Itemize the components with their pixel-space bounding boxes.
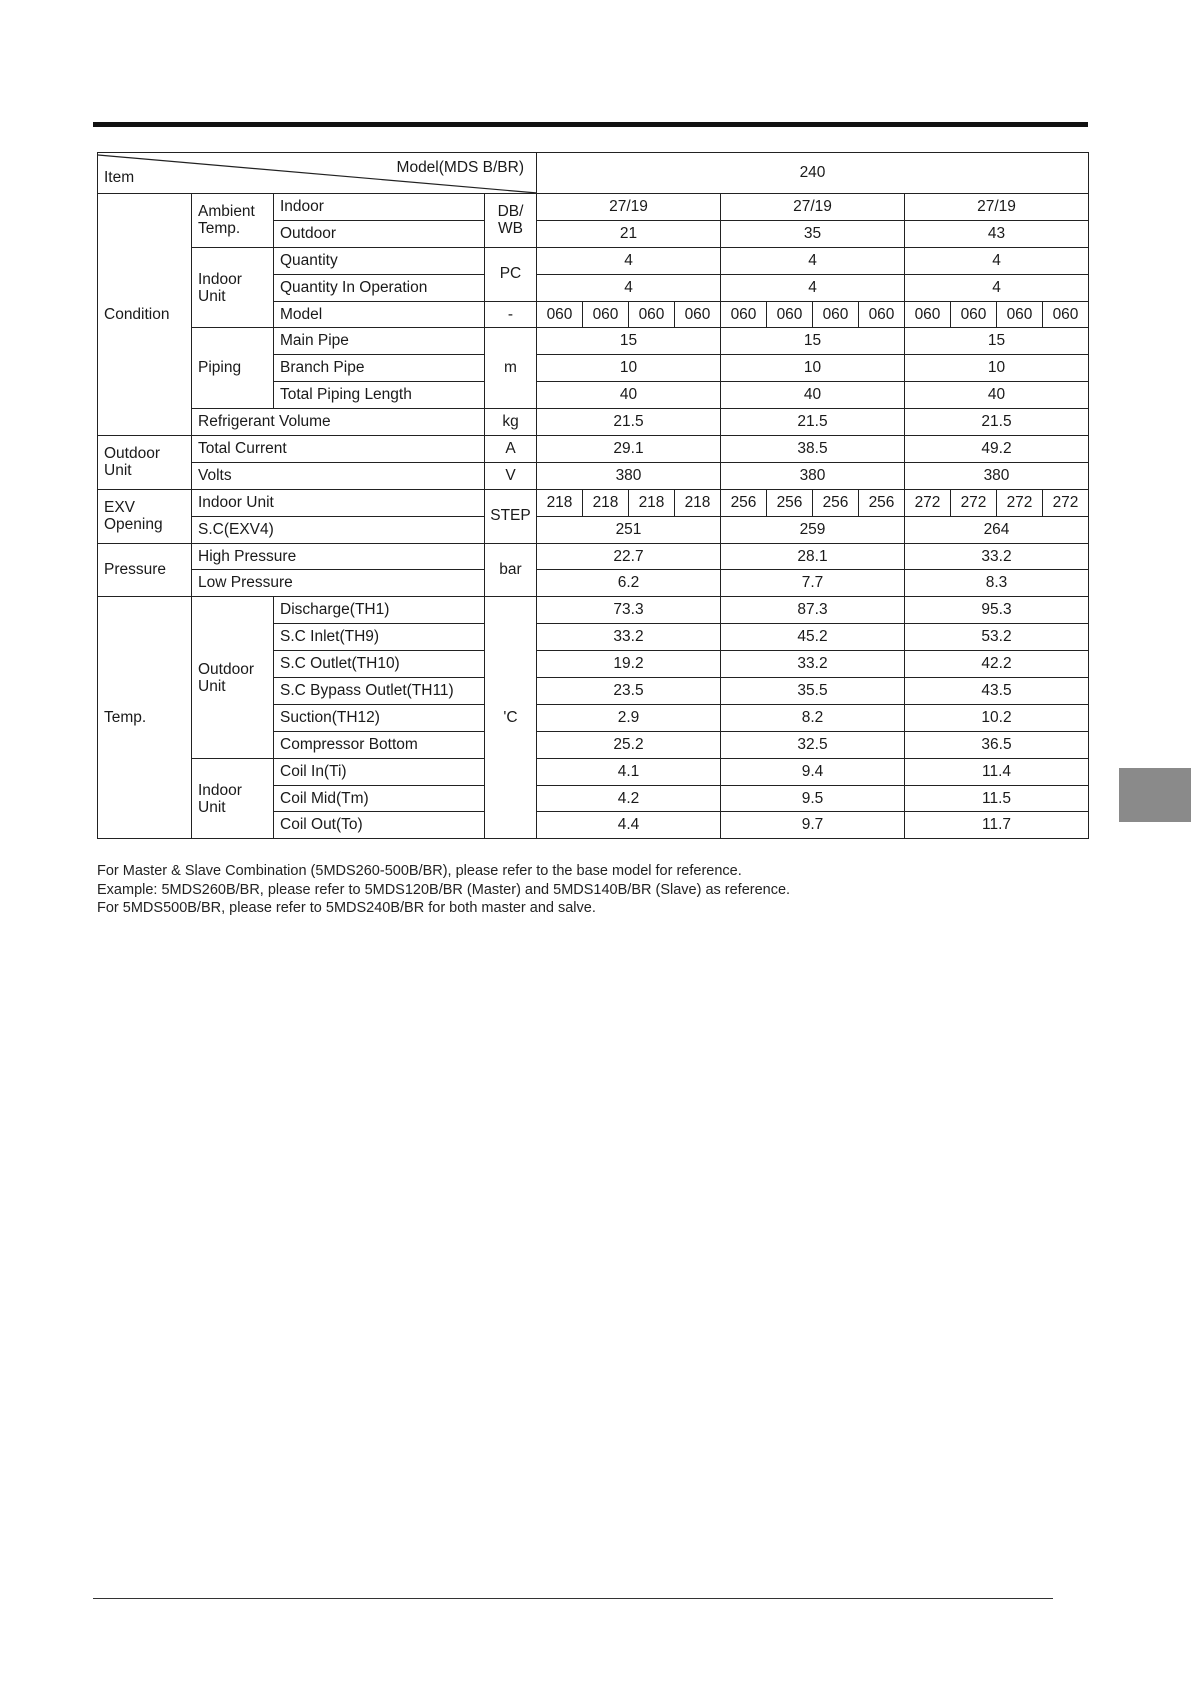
unit-kg: kg xyxy=(485,409,537,436)
group-pressure: Pressure xyxy=(98,543,192,597)
cell: 15 xyxy=(905,328,1089,355)
row-label: Total Current xyxy=(192,436,485,463)
header-row xyxy=(98,153,1089,194)
cell: 218 xyxy=(537,489,583,516)
cell: 060 xyxy=(813,301,859,328)
cell: 21.5 xyxy=(537,409,721,436)
cell: 6.2 xyxy=(537,570,721,597)
cell: 4 xyxy=(905,247,1089,274)
cell: 272 xyxy=(951,489,997,516)
cell: 060 xyxy=(675,301,721,328)
row-label: Coil In(Ti) xyxy=(274,758,485,785)
row-label: S.C Bypass Outlet(TH11) xyxy=(274,678,485,705)
row-label: Refrigerant Volume xyxy=(192,409,485,436)
note-line: Example: 5MDS260B/BR, please refer to 5MDS120B/BR (Master) and 5MDS140B/BR (Slave) as reference. xyxy=(97,881,791,898)
cell: 42.2 xyxy=(905,651,1089,678)
cell: 35 xyxy=(721,220,905,247)
row-label: Model xyxy=(274,301,485,328)
cell: 28.1 xyxy=(721,543,905,570)
row-quantity xyxy=(98,247,1089,274)
cell: 9.5 xyxy=(721,785,905,812)
unit-bar: bar xyxy=(485,543,537,597)
cell: 264 xyxy=(905,516,1089,543)
cell: 10.2 xyxy=(905,704,1089,731)
cell: 27/19 xyxy=(905,194,1089,221)
cell: 43.5 xyxy=(905,678,1089,705)
row-exv-indoor xyxy=(98,489,1089,516)
row-label: S.C Inlet(TH9) xyxy=(274,624,485,651)
row-label: S.C Outlet(TH10) xyxy=(274,651,485,678)
cell: 060 xyxy=(721,301,767,328)
cell: 259 xyxy=(721,516,905,543)
group-indoor-unit: Indoor Unit xyxy=(192,247,274,328)
cell: 27/19 xyxy=(721,194,905,221)
header-model-label: Model(MDS B/BR) xyxy=(396,159,524,176)
row-label: Discharge(TH1) xyxy=(274,597,485,624)
cell: 43 xyxy=(905,220,1089,247)
cell: 33.2 xyxy=(537,624,721,651)
cell: 40 xyxy=(721,382,905,409)
top-rule xyxy=(93,122,1088,127)
cell: 2.9 xyxy=(537,704,721,731)
unit-degc: 'C xyxy=(485,597,537,839)
row-label: Suction(TH12) xyxy=(274,704,485,731)
cell: 8.2 xyxy=(721,704,905,731)
cell: 060 xyxy=(583,301,629,328)
cell: 15 xyxy=(721,328,905,355)
cell: 73.3 xyxy=(537,597,721,624)
cell: 10 xyxy=(721,355,905,382)
cell: 19.2 xyxy=(537,651,721,678)
row-label: High Pressure xyxy=(192,543,485,570)
cell: 87.3 xyxy=(721,597,905,624)
cell: 060 xyxy=(537,301,583,328)
spec-table xyxy=(97,152,1089,839)
row-volts xyxy=(98,462,1089,489)
cell: 32.5 xyxy=(721,731,905,758)
cell: 4.4 xyxy=(537,812,721,839)
row-label: Low Pressure xyxy=(192,570,485,597)
cell: 218 xyxy=(583,489,629,516)
row-total-current xyxy=(98,436,1089,463)
cell: 218 xyxy=(675,489,721,516)
cell: 27/19 xyxy=(537,194,721,221)
cell: 272 xyxy=(1043,489,1089,516)
cell: 10 xyxy=(537,355,721,382)
row-label: S.C(EXV4) xyxy=(192,516,485,543)
row-label: Total Piping Length xyxy=(274,382,485,409)
row-main-pipe xyxy=(98,328,1089,355)
cell: 256 xyxy=(721,489,767,516)
unit-pc: PC xyxy=(485,247,537,301)
group-piping: Piping xyxy=(192,328,274,409)
cell: 9.7 xyxy=(721,812,905,839)
cell: 272 xyxy=(997,489,1043,516)
row-low-pressure xyxy=(98,570,1089,597)
bottom-rule xyxy=(93,1598,1053,1599)
cell: 380 xyxy=(537,462,721,489)
unit-dash: - xyxy=(485,301,537,328)
row-label: Branch Pipe xyxy=(274,355,485,382)
cell: 40 xyxy=(537,382,721,409)
cell: 060 xyxy=(859,301,905,328)
row-label: Indoor Unit xyxy=(192,489,485,516)
cell: 060 xyxy=(951,301,997,328)
row-label: Main Pipe xyxy=(274,328,485,355)
row-label: Coil Out(To) xyxy=(274,812,485,839)
group-outdoor-unit: Outdoor Unit xyxy=(98,436,192,490)
cell: 060 xyxy=(767,301,813,328)
group-temp-indoor-unit: Indoor Unit xyxy=(192,758,274,839)
row-coil-in xyxy=(98,758,1089,785)
cell: 272 xyxy=(905,489,951,516)
cell: 33.2 xyxy=(905,543,1089,570)
header-diagonal-cell xyxy=(98,153,537,194)
cell: 29.1 xyxy=(537,436,721,463)
notes xyxy=(97,862,790,918)
cell: 060 xyxy=(1043,301,1089,328)
cell: 060 xyxy=(905,301,951,328)
cell: 11.5 xyxy=(905,785,1089,812)
group-temp: Temp. xyxy=(98,597,192,839)
cell: 256 xyxy=(813,489,859,516)
cell: 53.2 xyxy=(905,624,1089,651)
cell: 8.3 xyxy=(905,570,1089,597)
cell: 33.2 xyxy=(721,651,905,678)
cell: 380 xyxy=(905,462,1089,489)
row-label: Outdoor xyxy=(274,220,485,247)
cell: 380 xyxy=(721,462,905,489)
unit-v: V xyxy=(485,462,537,489)
cell: 40 xyxy=(905,382,1089,409)
cell: 251 xyxy=(537,516,721,543)
group-condition: Condition xyxy=(98,194,192,436)
unit-dbwb: DB/ WB xyxy=(485,194,537,248)
row-high-pressure xyxy=(98,543,1089,570)
note-line: For Master & Slave Combination (5MDS260-500B/BR), please refer to the base model for reference. xyxy=(97,863,742,879)
cell: 4.1 xyxy=(537,758,721,785)
cell: 218 xyxy=(629,489,675,516)
row-label: Quantity In Operation xyxy=(274,274,485,301)
cell: 15 xyxy=(537,328,721,355)
cell: 21.5 xyxy=(721,409,905,436)
cell: 11.4 xyxy=(905,758,1089,785)
cell: 256 xyxy=(859,489,905,516)
row-label: Quantity xyxy=(274,247,485,274)
cell: 21 xyxy=(537,220,721,247)
cell: 23.5 xyxy=(537,678,721,705)
row-refrigerant xyxy=(98,409,1089,436)
group-ambient-temp: Ambient Temp. xyxy=(192,194,274,248)
cell: 21.5 xyxy=(905,409,1089,436)
row-label: Volts xyxy=(192,462,485,489)
cell: 4 xyxy=(537,247,721,274)
group-exv-opening: EXV Opening xyxy=(98,489,192,543)
row-label: Coil Mid(Tm) xyxy=(274,785,485,812)
cell: 4 xyxy=(537,274,721,301)
row-label: Compressor Bottom xyxy=(274,731,485,758)
cell: 25.2 xyxy=(537,731,721,758)
cell: 22.7 xyxy=(537,543,721,570)
cell: 9.4 xyxy=(721,758,905,785)
cell: 35.5 xyxy=(721,678,905,705)
cell: 10 xyxy=(905,355,1089,382)
unit-a: A xyxy=(485,436,537,463)
cell: 060 xyxy=(629,301,675,328)
unit-step: STEP xyxy=(485,489,537,543)
cell: 4 xyxy=(905,274,1089,301)
group-temp-outdoor-unit: Outdoor Unit xyxy=(192,597,274,758)
unit-m: m xyxy=(485,328,537,409)
cell: 4 xyxy=(721,274,905,301)
row-discharge xyxy=(98,597,1089,624)
cell: 4.2 xyxy=(537,785,721,812)
cell: 11.7 xyxy=(905,812,1089,839)
side-tab xyxy=(1119,768,1191,822)
cell: 256 xyxy=(767,489,813,516)
cell: 36.5 xyxy=(905,731,1089,758)
row-sc-exv4 xyxy=(98,516,1089,543)
cell: 95.3 xyxy=(905,597,1089,624)
row-label: Indoor xyxy=(274,194,485,221)
cell: 060 xyxy=(997,301,1043,328)
header-item-label: Item xyxy=(104,169,135,186)
header-model-value: 240 xyxy=(537,153,1089,194)
note-line: For 5MDS500B/BR, please refer to 5MDS240B/BR for both master and salve. xyxy=(97,900,596,916)
cell: 7.7 xyxy=(721,570,905,597)
cell: 38.5 xyxy=(721,436,905,463)
cell: 49.2 xyxy=(905,436,1089,463)
row-indoor xyxy=(98,194,1089,221)
cell: 4 xyxy=(721,247,905,274)
cell: 45.2 xyxy=(721,624,905,651)
